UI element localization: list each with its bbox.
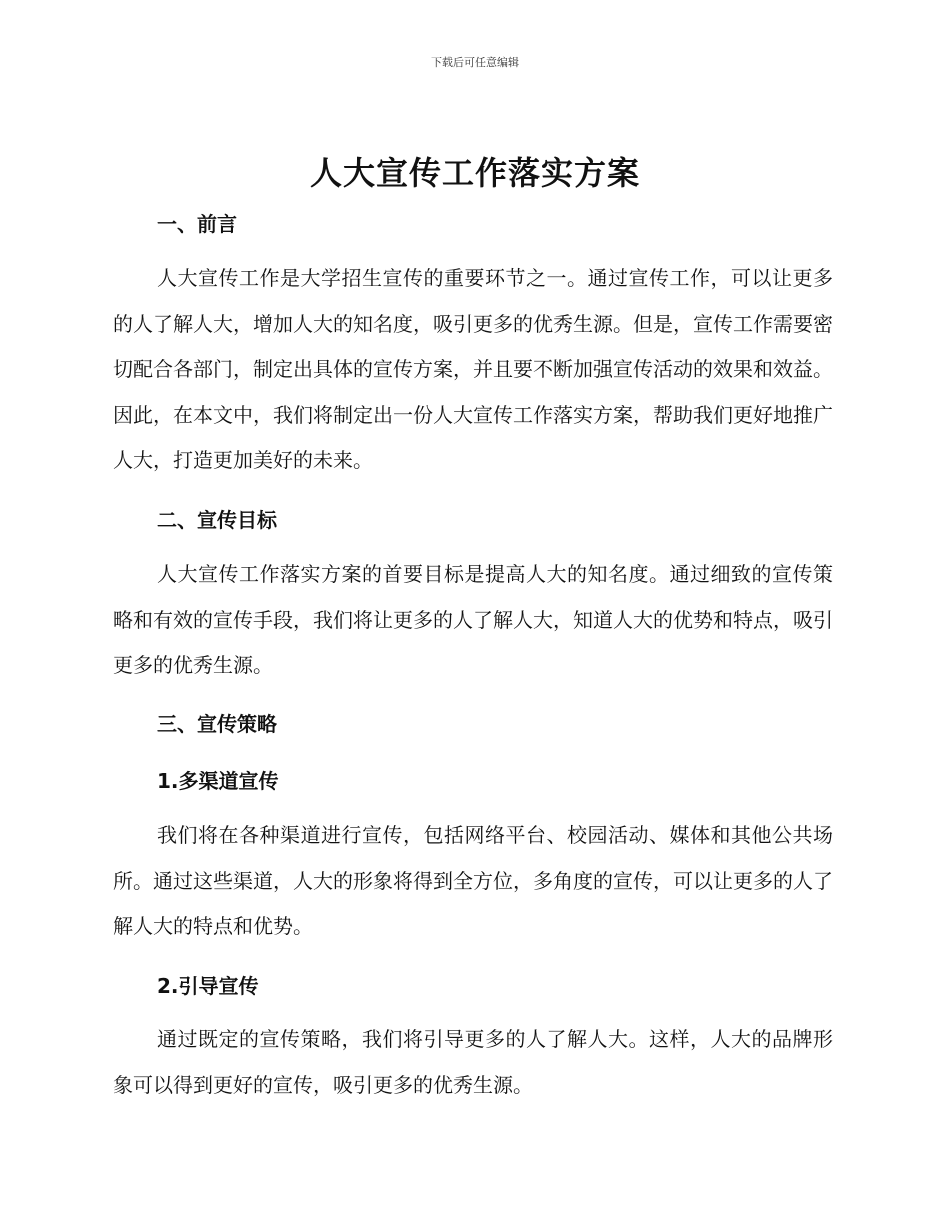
document-title: 人大宣传工作落实方案 <box>309 154 640 192</box>
section-heading-preface: 一、前言 <box>157 212 237 236</box>
section-heading-strategy: 三、宣传策略 <box>157 712 277 736</box>
header-note: 下载后可任意编辑 <box>431 56 519 69</box>
paragraph-goals: 人大宣传工作落实方案的首要目标是提高人大的知名度。通过细致的宣传策略和有效的宣传手段，我们将让更多的人了解人大，知道人大的优势和特点，吸引更多的优秀生源。 <box>113 562 833 677</box>
paragraph-preface: 人大宣传工作是大学招生宣传的重要环节之一。通过宣传工作，可以让更多的人了解人大，增加人大的知名度，吸引更多的优秀生源。但是，宣传工作需要密切配合各部门，制定出具体的宣传方案，并且要不断加强宣传活动的效果和效益。因此，在本文中，我们将制定出一份人大宣传工作落实方案，帮助我们更好地推广人大，打造更加美好的未来。 <box>113 266 833 472</box>
subheading-guided: 2.引导宣传 <box>157 974 259 998</box>
section-heading-goals: 二、宣传目标 <box>157 508 277 532</box>
paragraph-multichannel: 我们将在各种渠道进行宣传，包括网络平台、校园活动、媒体和其他公共场所。通过这些渠道，人大的形象将得到全方位，多角度的宣传，可以让更多的人了解人大的特点和优势。 <box>113 823 833 938</box>
subheading-multichannel: 1.多渠道宣传 <box>157 769 279 793</box>
paragraph-guided: 通过既定的宣传策略，我们将引导更多的人了解人大。这样，人大的品牌形象可以得到更好的宣传，吸引更多的优秀生源。 <box>113 1027 833 1097</box>
